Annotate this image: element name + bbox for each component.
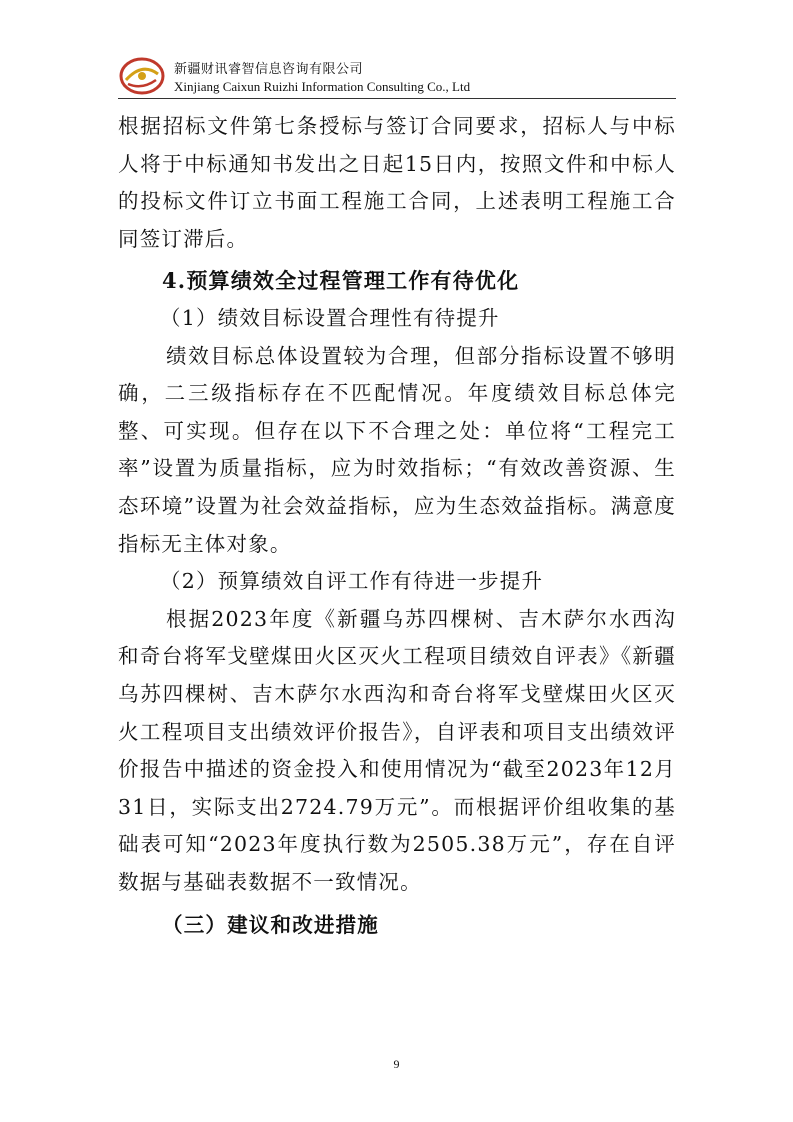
subheading-1: （1）绩效目标设置合理性有待提升 <box>160 305 500 330</box>
paragraph-self-evaluation: 根据2023年度《新疆乌苏四棵树、吉木萨尔水西沟和奇台将军戈壁煤田火区灭火工程项目绩效自评表》《新疆乌苏四棵树、吉木萨尔水西沟和奇台将军戈壁煤田火区灭火工程项目支出绩效评价报告》，自评表和项目支出绩效评价报告中描述的资金投入和使用情况为“截至2023年12月31日，实际支出2724.79万元”。而根据评价组收集的基础表可知“2023年度执行数为2505.38万元”，存在自评数据与基础表数据不一致情况。 <box>118 606 676 894</box>
section-heading-3: （三）建议和改进措施 <box>162 913 379 938</box>
section-heading-4: 4.预算绩效全过程管理工作有待优化 <box>162 268 520 294</box>
subheading-2: （2）预算绩效自评工作有待进一步提升 <box>160 569 544 594</box>
page-header <box>118 50 676 100</box>
company-name-en: Xinjiang Caixun Ruizhi Information Consulting Co., Ltd <box>174 79 471 94</box>
company-logo-icon <box>118 56 166 96</box>
header-divider <box>118 98 676 99</box>
paragraph-contract: 根据招标文件第七条授标与签订合同要求，招标人与中标人将于中标通知书发出之日起15日内，按照文件和中标人的投标文件订立书面工程施工合同，上述表明工程施工合同签订滞后。 <box>118 114 676 251</box>
document-body <box>118 108 676 945</box>
page-number: 9 <box>393 1057 400 1071</box>
company-name-cn: 新疆财讯睿智信息咨询有限公司 <box>174 62 364 77</box>
paragraph-performance-targets: 绩效目标总体设置较为合理，但部分指标设置不够明确，二三级指标存在不匹配情况。年度绩效目标总体完整、可实现。但存在以下不合理之处：单位将“工程完工率”设置为质量指标，应为时效指标；“有效改善资源、生态环境”设置为社会效益指标，应为生态效益指标。满意度指标无主体对象。 <box>118 343 676 556</box>
